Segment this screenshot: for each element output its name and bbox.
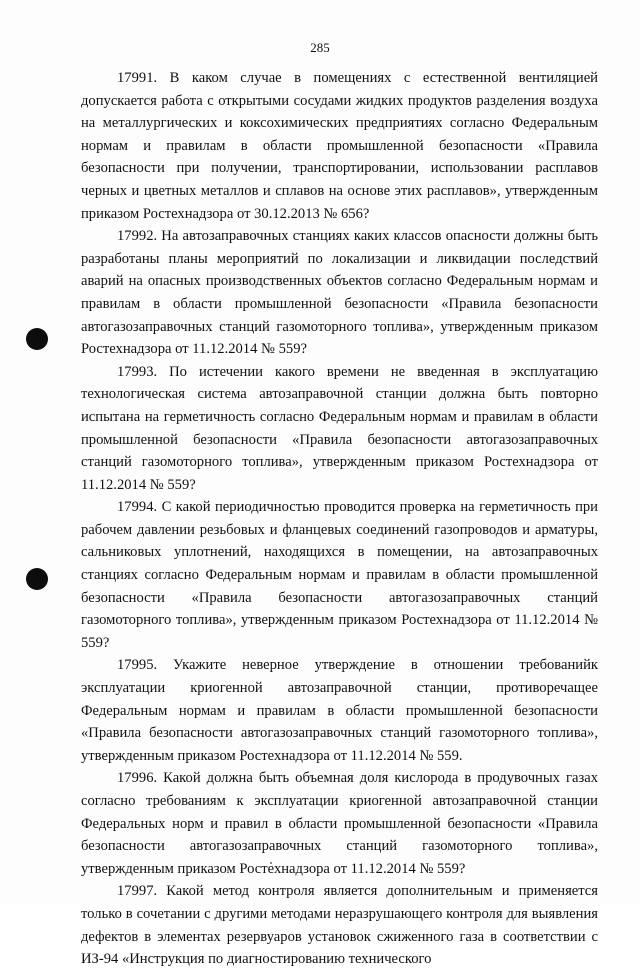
question-paragraph: 17993. По истечении какого времени не введенная в эксплуатацию технологическая система автозаправочной станции должна быть повторно испытана на герметичность согласно Федеральным нормам и правилам в области промышленной безопасности «Правила безопасности автогазозаправочных станций газомоторного топлива», утвержденным приказом Ростехнадзора от 11.12.2014 № 559? <box>81 363 598 493</box>
document-body <box>81 67 598 971</box>
question-paragraph: 17992. На автозаправочных станциях каких классов опасности должны быть разработаны планы мероприятий по локализации и ликвидации последствий аварий на опасных производственных объектов согласно Федеральным нормам и правилам в области промышленной безопасности «Правила безопасности автогазозаправочных станций газомоторного топлива», утвержденным приказом Ростехнадзора от 11.12.2014 № 559? <box>81 228 598 358</box>
question-paragraph: 17996. Какой должна быть объемная доля кислорода в продувочных газах согласно требованиям к эксплуатации криогенной автозаправочной станции Федеральных норм и правил в области промышленной безопасности «Правила безопасности автогазозаправочных станций газомоторного топлива», утвержденным приказом Ростехнадзора от 11.12.2014 № 559? <box>81 770 598 877</box>
page-number: 285 <box>310 40 330 55</box>
punch-hole-mark <box>26 568 48 590</box>
question-paragraph: 17995. Укажите неверное утверждение в отношении требованийк эксплуатации криогенной автозаправочной станции, противоречащее Федеральным нормам и правилам в области промышленной безопасности «Правила безопасности автогазозаправочных станций газомоторного топлива», утвержденным приказом Ростехнадзора от 11.12.2014 № 559. <box>81 657 598 764</box>
question-paragraph: 17994. С какой периодичностью проводится проверка на герметичность при рабочем давлении резьбовых и фланцевых соединений газопроводов и арматуры, сальниковых уплотнений, находящихся в помещении, на автозаправочных станциях согласно Федеральным нормам и правилам в области промышленной безопасности «Правила безопасности автогазозаправочных станций газомоторного топлива», утвержденным приказом Ростехнадзора от 11.12.2014 № 559? <box>81 499 598 651</box>
punch-hole-mark <box>26 328 48 350</box>
question-paragraph: 17991. В каком случае в помещениях с естественной вентиляцией допускается работа с открытыми сосудами жидких продуктов разделения воздуха на металлургических и коксохимических предприятиях согласно Федеральным нормам и правилам в области промышленной безопасности «Правила безопасности при получении, транспортировании, использовании расплавов черных и цветных металлов и сплавов на основе этих расплавов», утвержденным приказом Ростехнадзора от 30.12.2013 № 656? <box>81 70 598 222</box>
question-paragraph: 17997. Какой метод контроля является дополнительным и применяется только в сочетании с другими методами неразрушающего контроля для выявления дефектов в элементах резервуаров установок сжиженного газа в соответствии с ИЗ-94 «Инструкция по диагностированию технического <box>81 883 598 968</box>
